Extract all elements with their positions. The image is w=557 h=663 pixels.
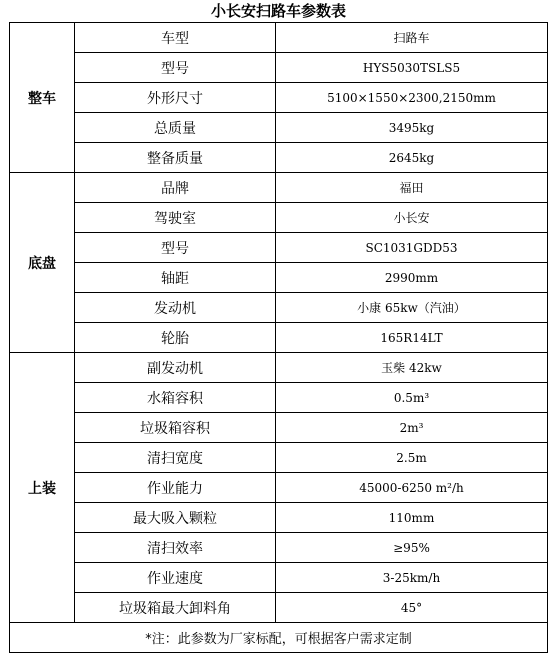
param-label: 清扫效率 <box>75 533 276 563</box>
param-value: 5100×1550×2300,2150mm <box>276 83 548 113</box>
param-label: 清扫宽度 <box>75 443 276 473</box>
param-value: 玉柴 42kw <box>276 353 548 383</box>
param-label: 副发动机 <box>75 353 276 383</box>
param-label: 轮胎 <box>75 323 276 353</box>
table-row <box>10 443 548 473</box>
table-row <box>10 113 548 143</box>
table-row <box>10 263 548 293</box>
table-row <box>10 503 548 533</box>
param-value: 45000-6250 m²/h <box>276 473 548 503</box>
table-row <box>10 563 548 593</box>
table-row <box>10 53 548 83</box>
param-value: HYS5030TSLS5 <box>276 53 548 83</box>
param-label: 品牌 <box>75 173 276 203</box>
param-value: 福田 <box>276 173 548 203</box>
param-label: 驾驶室 <box>75 203 276 233</box>
param-label: 作业速度 <box>75 563 276 593</box>
param-value: 2645kg <box>276 143 548 173</box>
param-label: 垃圾箱容积 <box>75 413 276 443</box>
param-label: 轴距 <box>75 263 276 293</box>
table-row <box>10 353 548 383</box>
table-title: 小长安扫路车参数表 <box>210 2 346 20</box>
param-value: 扫路车 <box>276 23 548 53</box>
table-row <box>10 383 548 413</box>
group-label: 整车 <box>10 23 75 173</box>
param-value: 3-25km/h <box>276 563 548 593</box>
footnote: *注：此参数为厂家标配，可根据客户需求定制 <box>10 623 548 653</box>
table-row <box>10 203 548 233</box>
spec-table <box>9 22 548 653</box>
param-value: 小康 65kw（汽油） <box>276 293 548 323</box>
table-row <box>10 473 548 503</box>
param-label: 垃圾箱最大卸料角 <box>75 593 276 623</box>
param-label: 最大吸入颗粒 <box>75 503 276 533</box>
param-value: 165R14LT <box>276 323 548 353</box>
table-row <box>10 413 548 443</box>
table-row <box>10 593 548 623</box>
table-row <box>10 533 548 563</box>
table-row <box>10 83 548 113</box>
param-value: ≥95% <box>276 533 548 563</box>
param-label: 整备质量 <box>75 143 276 173</box>
param-value: 45° <box>276 593 548 623</box>
group-label: 上装 <box>10 353 75 623</box>
group-label: 底盘 <box>10 173 75 353</box>
param-label: 车型 <box>75 23 276 53</box>
param-value: 0.5m³ <box>276 383 548 413</box>
table-row <box>10 23 548 53</box>
param-label: 发动机 <box>75 293 276 323</box>
param-label: 作业能力 <box>75 473 276 503</box>
param-value: 3495kg <box>276 113 548 143</box>
table-row <box>10 323 548 353</box>
table-row <box>10 143 548 173</box>
param-value: 2m³ <box>276 413 548 443</box>
param-value: 2.5m <box>276 443 548 473</box>
table-row <box>10 293 548 323</box>
param-label: 型号 <box>75 233 276 263</box>
param-label: 型号 <box>75 53 276 83</box>
param-value: 2990mm <box>276 263 548 293</box>
param-label: 外形尺寸 <box>75 83 276 113</box>
table-row <box>10 173 548 203</box>
param-value: 小长安 <box>276 203 548 233</box>
note-row <box>10 623 548 653</box>
param-value: SC1031GDD53 <box>276 233 548 263</box>
param-label: 水箱容积 <box>75 383 276 413</box>
param-label: 总质量 <box>75 113 276 143</box>
spec-table-body <box>10 23 548 653</box>
param-value: 110mm <box>276 503 548 533</box>
table-row <box>10 233 548 263</box>
